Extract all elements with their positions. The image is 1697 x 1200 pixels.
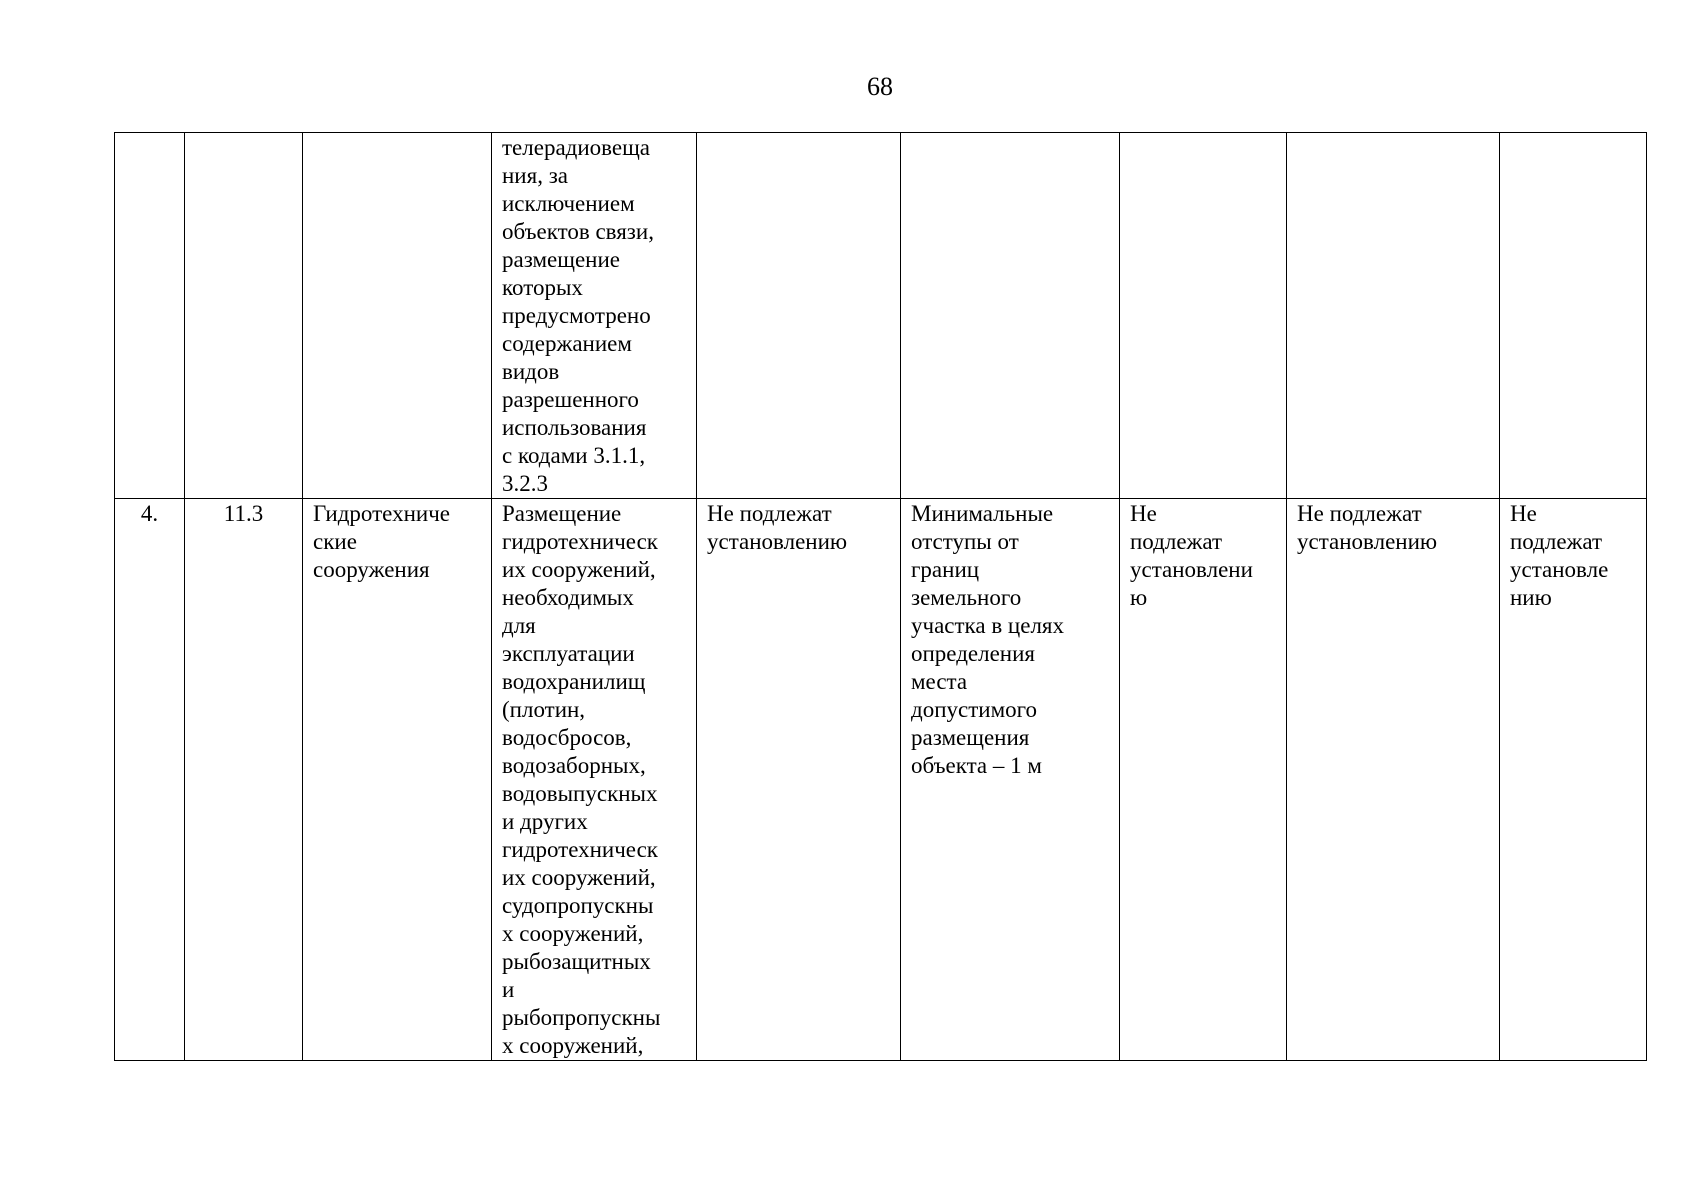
cell-parameter-2 (901, 133, 1120, 499)
table-row (115, 133, 1647, 499)
cell-number: 4. (115, 499, 185, 1061)
cell-use-description: Размещение гидротехническ их сооружений, необходимых для эксплуатации водохранилищ (плотин, водосбросов, водозаборных, водовыпускных и других гидротехническ их сооружений, судопропускны х сооружений, рыбозащитных и рыбопропускны х сооружений, (492, 499, 697, 1061)
cell-parameter-3 (1120, 133, 1287, 499)
cell-code: 11.3 (185, 499, 303, 1061)
table-row (115, 499, 1647, 1061)
page-number: 68 (867, 72, 893, 101)
cell-parameter-1 (697, 133, 901, 499)
cell-use-name: Гидротехниче ские сооружения (303, 499, 492, 1061)
zoning-table (114, 132, 1647, 1061)
cell-use-name (303, 133, 492, 499)
cell-use-description: телерадиовеща ния, за исключением объектов связи, размещение которых предусмотрено содержанием видов разрешенного использования с кодами 3.1.1, 3.2.3 (492, 133, 697, 499)
cell-number (115, 133, 185, 499)
cell-code (185, 133, 303, 499)
cell-parameter-4 (1287, 133, 1500, 499)
cell-parameter-2: Минимальные отступы от границ земельного участка в целях определения места допустимого размещения объекта – 1 м (901, 499, 1120, 1061)
cell-parameter-5: Не подлежат установле нию (1500, 499, 1647, 1061)
cell-parameter-3: Не подлежат установлени ю (1120, 499, 1287, 1061)
cell-parameter-5 (1500, 133, 1647, 499)
cell-parameter-1: Не подлежат установлению (697, 499, 901, 1061)
cell-parameter-4: Не подлежат установлению (1287, 499, 1500, 1061)
